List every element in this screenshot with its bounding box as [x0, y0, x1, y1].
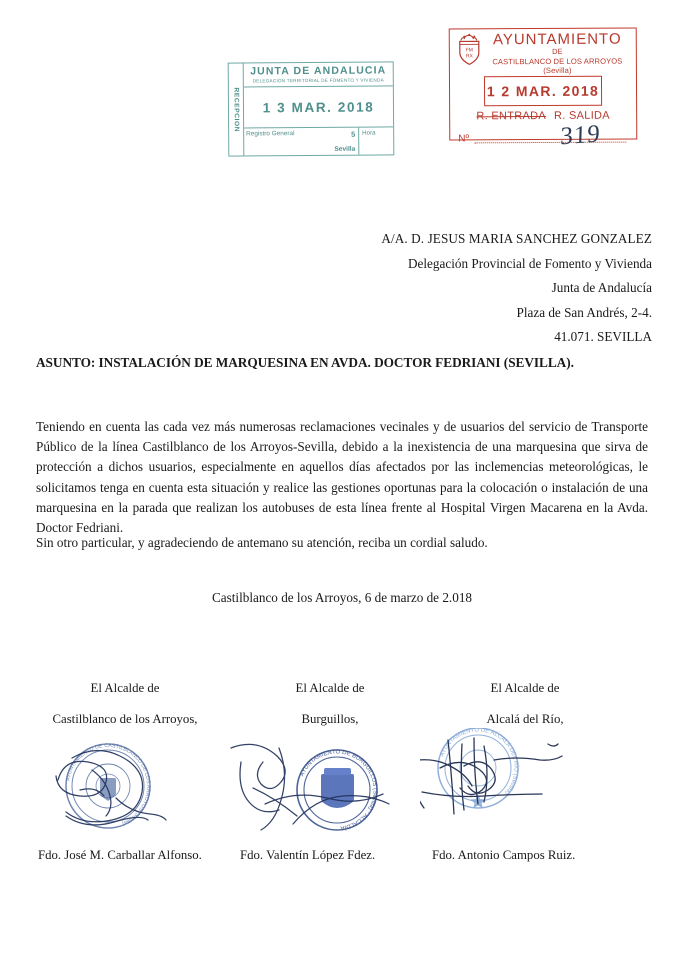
signature-artwork-1: [225, 728, 435, 840]
signature-role-1: El Alcalde de: [295, 681, 365, 695]
signature-name-2: Fdo. Antonio Campos Ruiz.: [432, 848, 576, 862]
reception-side-label: [229, 63, 245, 155]
signature-svg-1: [225, 728, 435, 848]
stamp-ring-text-2: AYUNTAMIENTO DE ALCALÁ DEL RÍO (Sevilla): [439, 728, 519, 796]
junta-register-city: Sevilla: [334, 145, 356, 153]
signature-place-1: Burguillos,: [301, 712, 359, 726]
signature-role-0: El Alcalde de: [90, 681, 160, 695]
ayuntamiento-entry-stamp: [449, 28, 638, 150]
date-line: Castilblanco de los Arroyos, 6 de marzo de 2.018: [211, 590, 473, 605]
junta-stamp-header: [244, 62, 393, 87]
addressee-line-1: Delegación Provincial de Fomento y Vivienda: [408, 255, 652, 271]
signature-svg-0: [20, 728, 230, 848]
ayto-stamp-date: 1 2 MAR. 2018: [486, 82, 600, 99]
junta-reception-stamp: [228, 61, 395, 156]
signature-place-2: Alcalá del Río,: [486, 712, 564, 726]
signature-artwork-2: [420, 728, 630, 840]
ayto-stamp-title: AYUNTAMIENTO: [492, 30, 622, 49]
subject-line: ASUNTO: INSTALACIÓN DE MARQUESINA EN AVDA. DOCTOR FEDRIANI (SEVILLA).: [36, 355, 574, 370]
stamp-ring-text-1: AYUNTAMIENTO DE BURGUILLOS (Sevilla) · ALCALDÍA: [299, 749, 378, 831]
ayto-number-label: Nº: [458, 132, 470, 144]
coat-of-arms-icon: [456, 32, 483, 65]
stamp-ring-text-0: AYUNTAMIENTO DE CASTILBLANCO DE LOS ARROYOS (Sevilla): [65, 742, 152, 827]
ayto-stamp-date-box: [484, 75, 602, 106]
signature-place-0: Castilblanco de los Arroyos,: [52, 712, 198, 726]
signature-artwork-0: [20, 728, 230, 840]
closing-paragraph: Sin otro particular, y agradeciendo de antemano su atención, reciba un cordial saludo.: [36, 535, 488, 550]
ayto-stamp-register-row: [456, 109, 630, 122]
ayto-number-handwritten-value: 319: [559, 119, 602, 150]
addressee-line-4: 41.071. SEVILLA: [554, 329, 652, 344]
addressee-line-0: A/A. D. JESUS MARIA SANCHEZ GONZALEZ: [381, 231, 652, 246]
junta-stamp-footer: [244, 127, 393, 155]
signature-column-castilblanco: [20, 680, 230, 840]
addressee-line-3: Plaza de San Andrés, 2-4.: [516, 304, 652, 320]
junta-hour-cell: [359, 127, 393, 154]
junta-stamp-date-cell: [244, 86, 393, 128]
burguillos-coat-of-arms: [321, 768, 354, 808]
signature-column-burguillos: [225, 680, 435, 840]
ayto-entry-label: R. ENTRADA: [476, 109, 547, 122]
junta-stamp-title: JUNTA DE ANDALUCIA: [250, 64, 387, 78]
ayto-stamp-number-row: [456, 119, 630, 150]
signature-block: [20, 680, 665, 870]
addressee-line-2: Junta de Andalucía: [551, 280, 652, 295]
ayto-stamp-top: [456, 32, 630, 75]
junta-register-number: 5: [351, 129, 356, 139]
junta-register-cell: [244, 128, 359, 156]
signature-name-0: Fdo. José M. Carballar Alfonso.: [38, 848, 202, 862]
signature-column-alcala: [420, 680, 630, 840]
addressee-block: [300, 227, 652, 350]
ayto-stamp-heading: [485, 32, 630, 75]
signature-role-2: El Alcalde de: [490, 681, 560, 695]
stamps-area: [0, 0, 685, 190]
signature-name-1: Fdo. Valentín López Fdez.: [240, 848, 376, 862]
junta-stamp-subtitle: DELEGACIÓN TERRITORIAL DE FOMENTO Y VIVIENDA: [252, 77, 384, 84]
ayto-number-dotted-line: [474, 141, 626, 143]
svg-text:RX: RX: [465, 53, 473, 60]
junta-stamp-body: [244, 62, 394, 155]
ayto-exit-label: R. SALIDA: [553, 109, 610, 122]
junta-register-label: Registro General: [246, 130, 295, 138]
junta-stamp-date: 1 3 MAR. 2018: [262, 99, 375, 115]
signature-svg-2: [420, 728, 630, 848]
crest-svg: [456, 32, 483, 65]
ayto-stamp-de: DE: [552, 46, 563, 56]
reception-label-text: RECEPCION: [232, 87, 240, 132]
ayto-stamp-municipality: CASTILBLANCO DE LOS ARROYOS (Sevilla): [492, 56, 623, 75]
body-paragraph: Teniendo en cuenta las cada vez más numerosas reclamaciones vecinales y de usuarios del servicio de Transporte Público de la línea Castilblanco de los Arroyos-Sevilla, debido a la inexistencia de una marquesina que sirva de protección a dichos usuarios, especialmente en aquellos días afectados por las inclemencias meteorológicas, le solicitamos tenga en cuenta esta situación y realice las gestiones oportunas para la colocación o instalación de una marquesina en la parada que realizan los autobuses de esta línea frente al Hospital Virgen Macarena en la Avda. Doctor Fedriani.: [36, 419, 648, 536]
svg-text:FM: FM: [465, 47, 473, 54]
handwritten-signature-2: [420, 738, 562, 814]
junta-hour-label: Hora: [362, 129, 376, 137]
